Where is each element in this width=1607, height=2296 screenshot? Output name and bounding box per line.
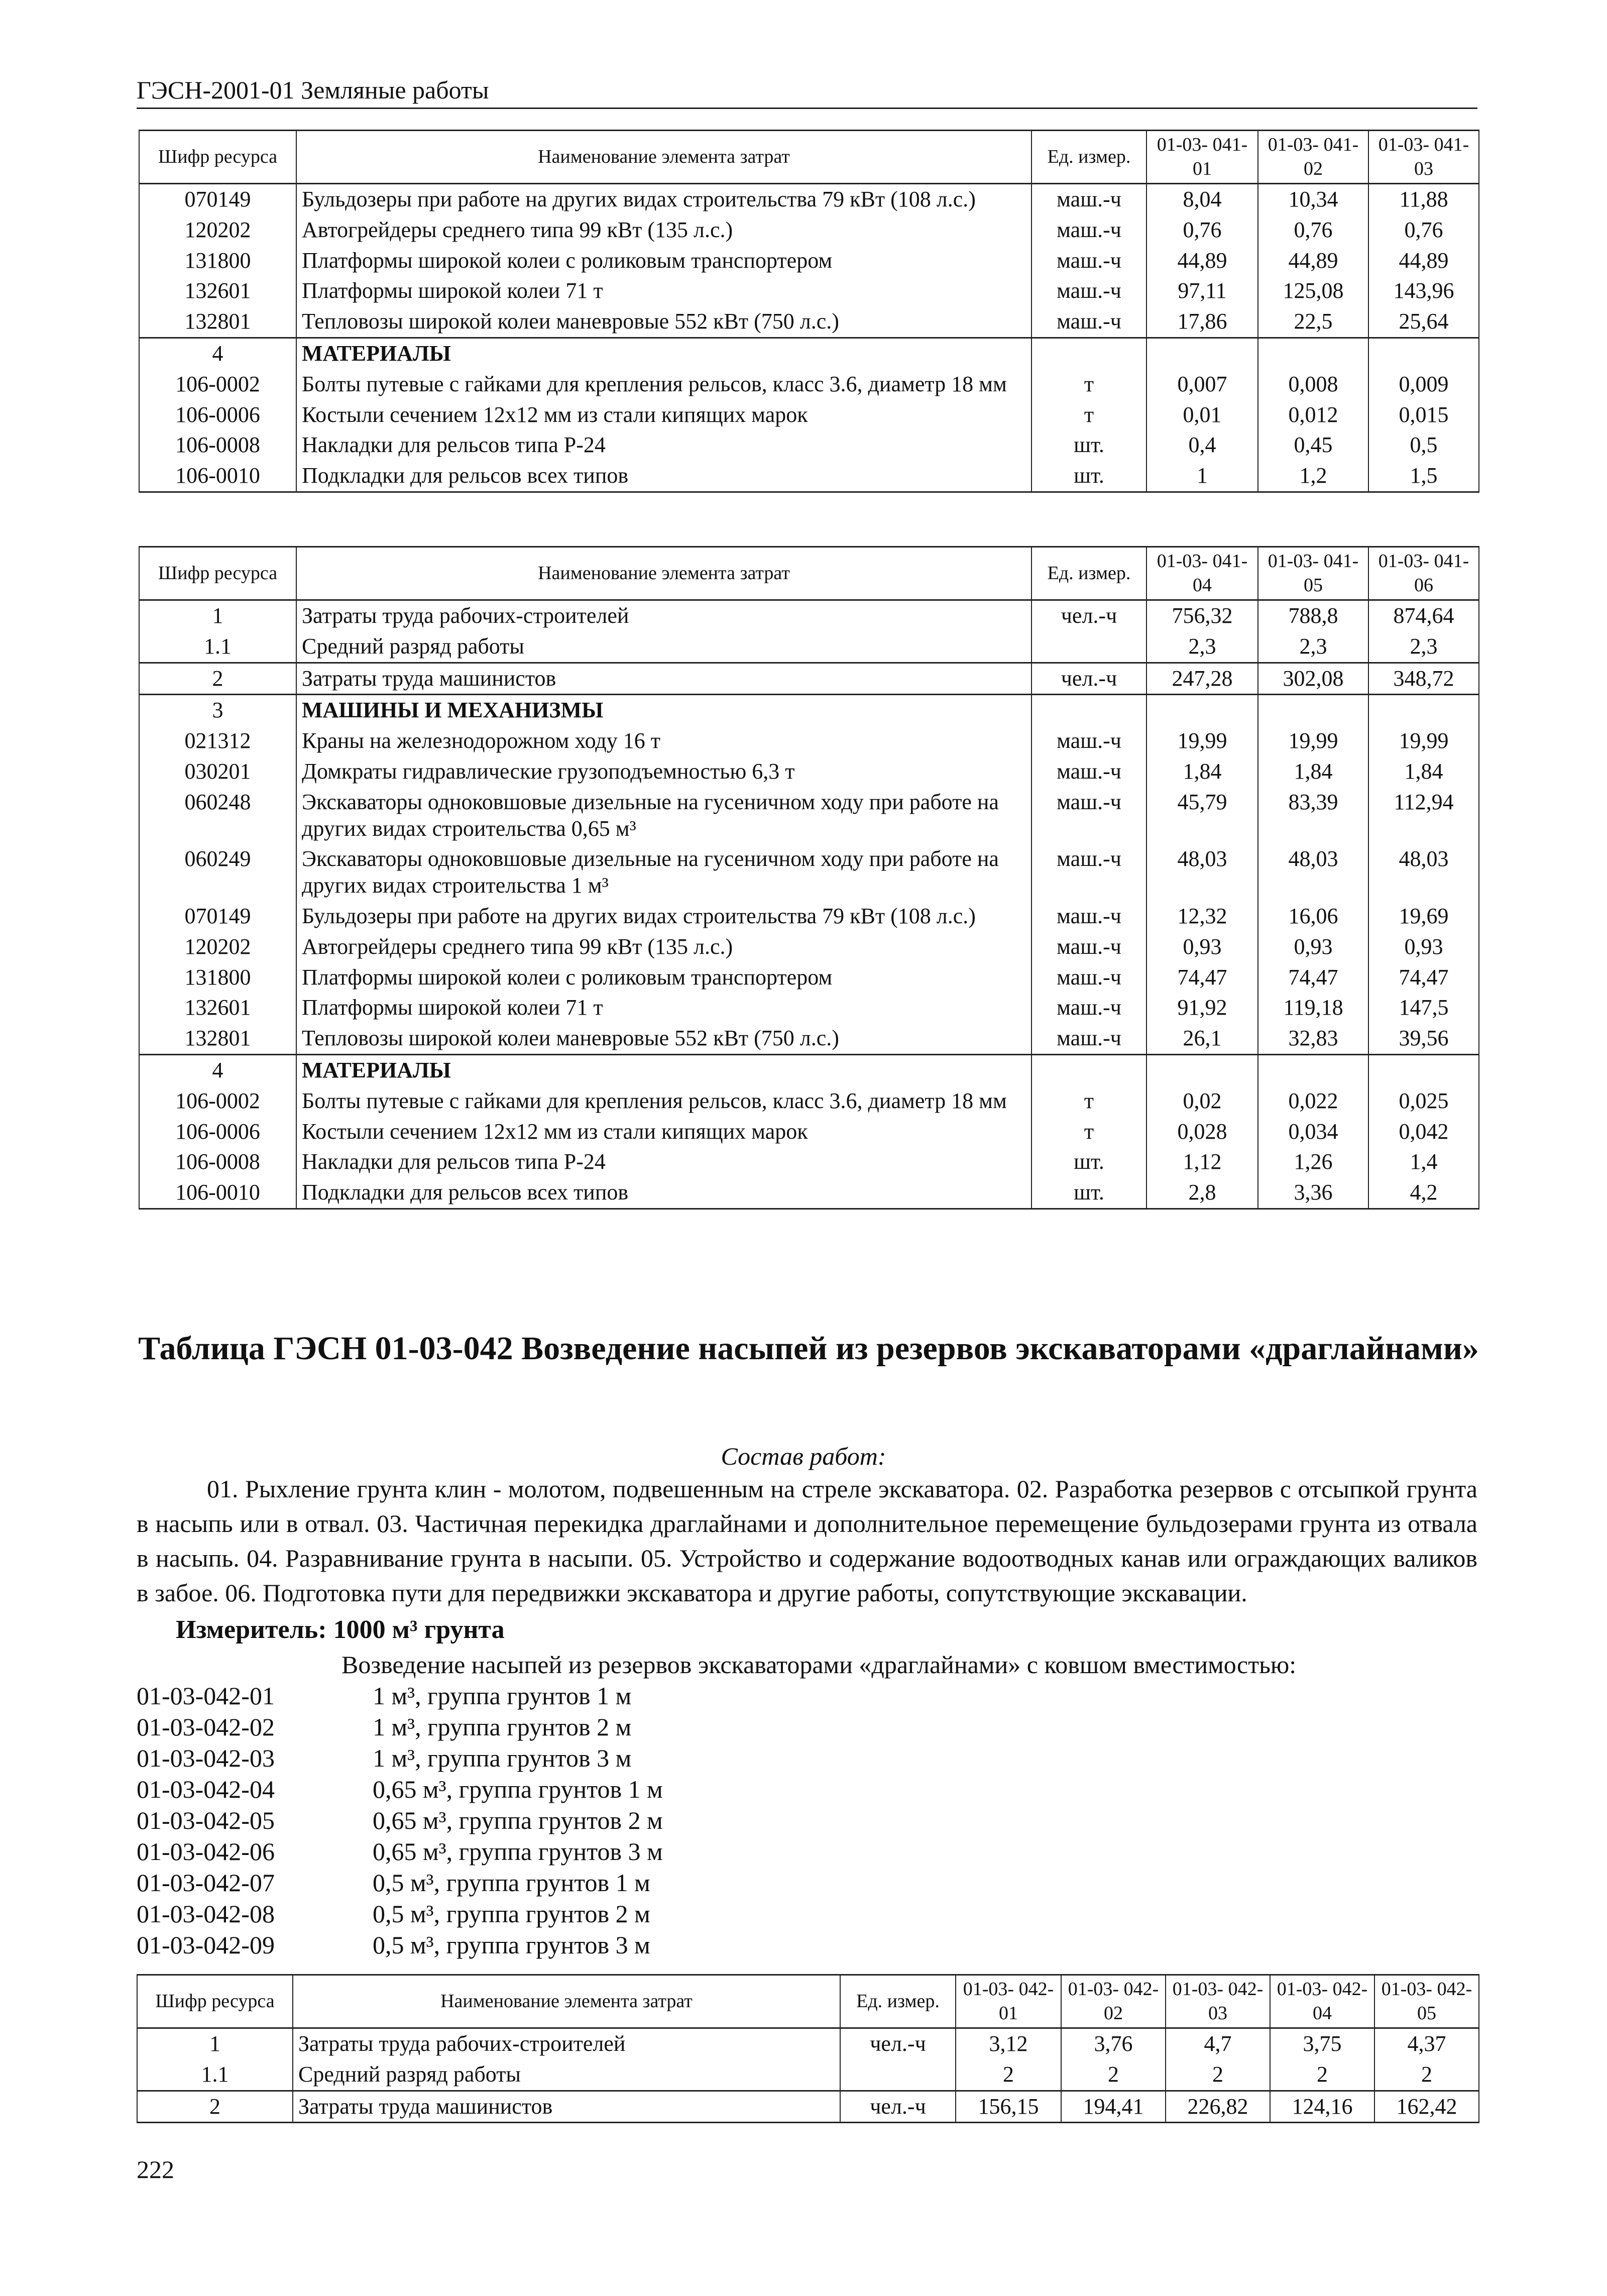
resource-row [139,461,1479,492]
value-cell [1258,338,1368,369]
value-cell: 0,012 [1258,400,1368,430]
value-cell: 2,8 [1146,1177,1258,1209]
value-cell: 1,84 [1368,756,1479,787]
norm-description: 0,5 м³, группа грунтов 3 м [373,1931,650,1959]
value-cell: 0,034 [1258,1117,1368,1147]
value-cell: 0,009 [1368,369,1479,400]
resource-name: Бульдозеры при работе на других видах строительства 79 кВт (108 л.с.) [296,901,1031,932]
resource-name: Экскаваторы одноковшовые дизельные на гусеничном ходу при работе на других видах строительства 1 м³ [296,844,1031,901]
value-cell [1146,695,1258,726]
resource-row [139,1086,1479,1117]
value-cell: 11,88 [1368,184,1479,215]
value-cell: 74,47 [1368,962,1479,993]
resource-name: Болты путевые с гайками для крепления рельсов, класс 3.6, диаметр 18 мм [296,369,1031,400]
value-cell: 25,64 [1368,306,1479,338]
value-cell [1146,1054,1258,1085]
resource-name: Платформы широкой колеи 71 т [296,993,1031,1023]
resource-name: Домкраты гидравлические грузоподъемностью 6,3 т [296,756,1031,787]
resource-code: 060248 [139,787,296,844]
value-cell: 19,99 [1258,726,1368,756]
resource-name: Костыли сечением 12x12 мм из стали кипящих марок [296,1117,1031,1147]
norm-column-header: 01-03- 041-02 [1258,131,1368,184]
value-cell: 0,008 [1258,369,1368,400]
resource-code: 132801 [139,306,296,338]
norm-column-header: 01-03- 042-05 [1374,1975,1479,2028]
value-cell: 226,82 [1166,2091,1270,2123]
value-cell: 1,2 [1258,461,1368,492]
resource-code: 2 [139,663,296,695]
resource-row [139,844,1479,901]
norm-code: 01-03-042-05 [137,1806,275,1834]
resource-name: Платформы широкой колеи с роликовым транспортером [296,246,1031,276]
norm-description: 0,5 м³, группа грунтов 2 м [373,1900,650,1928]
norm-code: 01-03-042-08 [137,1900,275,1928]
unit-cell: маш.-ч [1031,756,1146,787]
category-label: МАТЕРИАЛЫ [296,338,1031,369]
resource-name: Экскаваторы одноковшовые дизельные на гусеничном ходу при работе на других видах строительства 0,65 м³ [296,787,1031,844]
value-cell: 19,99 [1146,726,1258,756]
value-cell: 1,12 [1146,1147,1258,1177]
value-cell: 3,75 [1270,2028,1374,2059]
items-intro: Возведение насыпей из резервов экскаваторами «драглайнами» с ковшом вместимостью: [341,1651,1297,1679]
resource-row [139,276,1479,306]
value-cell: 1,26 [1258,1147,1368,1177]
norm-code-item [137,1929,663,1960]
value-cell: 0,45 [1258,430,1368,461]
norm-description: 0,5 м³, группа грунтов 1 м [373,1869,650,1897]
resource-name: Подкладки для рельсов всех типов [296,1177,1031,1209]
resource-name: Накладки для рельсов типа Р-24 [296,430,1031,461]
resource-row [139,369,1479,400]
value-cell: 74,47 [1258,962,1368,993]
norm-column-header: 01-03- 042-02 [1061,1975,1166,2028]
unit-cell: т [1031,1086,1146,1117]
value-cell: 2,3 [1146,631,1258,663]
resource-code: 132601 [139,276,296,306]
value-cell: 0,93 [1146,932,1258,962]
norm-code: 01-03-042-09 [137,1931,275,1959]
value-cell: 2 [1270,2059,1374,2091]
unit-header: Ед. измер. [1031,547,1146,600]
norm-code: 01-03-042-07 [137,1869,275,1897]
value-cell [1368,338,1479,369]
norm-column-header: 01-03- 041-06 [1368,547,1479,600]
value-cell: 874,64 [1368,600,1479,631]
unit-cell: маш.-ч [1031,184,1146,215]
resource-code: 106-0002 [139,369,296,400]
value-cell: 1,84 [1146,756,1258,787]
resource-name: Автогрейдеры среднего типа 99 кВт (135 л.с.) [296,932,1031,962]
norm-column-header: 01-03- 041-04 [1146,547,1258,600]
code-header: Шифр ресурса [139,547,296,600]
value-cell: 48,03 [1146,844,1258,901]
norm-description: 0,65 м³, группа грунтов 3 м [373,1837,663,1866]
norm-code-item [137,1898,663,1929]
value-cell: 44,89 [1146,246,1258,276]
unit-cell: маш.-ч [1031,1023,1146,1054]
category-row [139,695,1479,726]
resource-name: Бульдозеры при работе на других видах строительства 79 кВт (108 л.с.) [296,184,1031,215]
resource-code: 060249 [139,844,296,901]
resource-row [139,306,1479,338]
value-cell: 125,08 [1258,276,1368,306]
category-label: МАТЕРИАЛЫ [296,1054,1031,1085]
resource-row [139,1117,1479,1147]
resource-code: 4 [139,1054,296,1085]
value-cell: 0,76 [1258,215,1368,246]
resource-row [139,663,1479,695]
resource-row [139,430,1479,461]
resource-row [139,787,1479,844]
norm-code: 01-03-042-01 [137,1682,275,1710]
resource-row [139,400,1479,430]
norm-code-item [137,1711,663,1742]
unit-cell: т [1031,400,1146,430]
resource-table-041-01-03 [139,130,1479,493]
norm-column-header: 01-03- 042-03 [1166,1975,1270,2028]
norm-code: 01-03-042-04 [137,1775,275,1803]
unit-cell: маш.-ч [1031,787,1146,844]
norm-description: 1 м³, группа грунтов 1 м [373,1682,632,1710]
unit-cell [840,2059,956,2091]
resource-row [139,726,1479,756]
resource-code: 120202 [139,932,296,962]
value-cell: 3,76 [1061,2028,1166,2059]
resource-code: 106-0008 [139,1147,296,1177]
resource-table-041-04-06 [139,546,1479,1210]
unit-cell: маш.-ч [1031,726,1146,756]
norm-description: 1 м³, группа грунтов 3 м [373,1744,632,1772]
value-cell: 83,39 [1258,787,1368,844]
resource-row [139,600,1479,631]
unit-cell: шт. [1031,461,1146,492]
value-cell: 16,06 [1258,901,1368,932]
value-cell: 302,08 [1258,663,1368,695]
value-cell: 1 [1146,461,1258,492]
value-cell: 2 [1374,2059,1479,2091]
value-cell: 0,007 [1146,369,1258,400]
unit-cell: шт. [1031,430,1146,461]
value-cell: 0,93 [1258,932,1368,962]
section-title: Таблица ГЭСН 01-03-042 Возведение насыпей из резервов экскаваторами «драглайнами» [138,1330,1479,1367]
resource-code: 1.1 [137,2059,293,2091]
value-cell: 19,69 [1368,901,1479,932]
value-cell: 162,42 [1374,2091,1479,2123]
value-cell: 3,36 [1258,1177,1368,1209]
resource-code: 1 [137,2028,293,2059]
name-header: Наименование элемента затрат [296,547,1031,600]
value-cell: 3,12 [956,2028,1061,2059]
work-heading: Состав работ: [721,1442,886,1470]
unit-cell: маш.-ч [1031,962,1146,993]
resource-name: Средний разряд работы [293,2059,840,2091]
category-label: МАШИНЫ И МЕХАНИЗМЫ [296,695,1031,726]
resource-code: 106-0002 [139,1086,296,1117]
resource-code: 132801 [139,1023,296,1054]
value-cell: 119,18 [1258,993,1368,1023]
measure-unit: Измеритель: 1000 м³ грунта [176,1615,505,1644]
unit-header: Ед. измер. [840,1975,956,2028]
resource-code: 4 [139,338,296,369]
resource-row [137,2028,1479,2059]
resource-row [137,2091,1479,2123]
resource-row [139,184,1479,215]
value-cell: 348,72 [1368,663,1479,695]
resource-name: Подкладки для рельсов всех типов [296,461,1031,492]
value-cell: 143,96 [1368,276,1479,306]
running-header: ГЭСН-2001-01 Земляные работы [137,75,1477,109]
unit-cell: маш.-ч [1031,901,1146,932]
unit-cell [1031,631,1146,663]
resource-name: Краны на железнодорожном ходу 16 т [296,726,1031,756]
value-cell: 2 [1061,2059,1166,2091]
resource-row [139,631,1479,663]
norm-code-item [137,1774,663,1805]
value-cell [1146,338,1258,369]
resource-row [139,901,1479,932]
value-cell: 1,84 [1258,756,1368,787]
resource-name: Средний разряд работы [296,631,1031,663]
header-row [139,131,1479,184]
value-cell: 0,042 [1368,1117,1479,1147]
norm-code-item [137,1742,663,1774]
value-cell: 0,02 [1146,1086,1258,1117]
resource-code: 070149 [139,184,296,215]
value-cell: 788,8 [1258,600,1368,631]
resource-code: 106-0006 [139,400,296,430]
value-cell: 194,41 [1061,2091,1166,2123]
resource-code: 1 [139,600,296,631]
norm-column-header: 01-03- 042-04 [1270,1975,1374,2028]
value-cell: 2 [956,2059,1061,2091]
unit-cell [1031,1054,1146,1085]
category-row [139,1054,1479,1085]
resource-row [137,2059,1479,2091]
resource-name: Тепловозы широкой колеи маневровые 552 кВт (750 л.с.) [296,1023,1031,1054]
norm-code-list [137,1680,663,1960]
resource-code: 120202 [139,215,296,246]
unit-cell: маш.-ч [1031,993,1146,1023]
norm-code-item [137,1680,663,1711]
resource-code: 030201 [139,756,296,787]
unit-cell: т [1031,1117,1146,1147]
value-cell: 8,04 [1146,184,1258,215]
value-cell: 32,83 [1258,1023,1368,1054]
value-cell: 0,76 [1368,215,1479,246]
norm-code: 01-03-042-02 [137,1713,275,1741]
resource-name: Затраты труда рабочих-строителей [296,600,1031,631]
resource-row [139,1147,1479,1177]
value-cell: 0,76 [1146,215,1258,246]
value-cell: 12,32 [1146,901,1258,932]
unit-cell: маш.-ч [1031,215,1146,246]
value-cell: 156,15 [956,2091,1061,2123]
unit-cell: шт. [1031,1147,1146,1177]
value-cell: 112,94 [1368,787,1479,844]
value-cell: 2,3 [1368,631,1479,663]
value-cell: 74,47 [1146,962,1258,993]
norm-code-item [137,1836,663,1867]
resource-code: 3 [139,695,296,726]
value-cell: 247,28 [1146,663,1258,695]
name-header: Наименование элемента затрат [293,1975,840,2028]
resource-row [139,246,1479,276]
value-cell: 45,79 [1146,787,1258,844]
resource-code: 021312 [139,726,296,756]
header-row [137,1975,1479,2028]
value-cell: 0,01 [1146,400,1258,430]
resource-code: 106-0006 [139,1117,296,1147]
value-cell: 17,86 [1146,306,1258,338]
unit-cell: шт. [1031,1177,1146,1209]
resource-name: Платформы широкой колеи с роликовым транспортером [296,962,1031,993]
value-cell: 0,93 [1368,932,1479,962]
norm-description: 0,65 м³, группа грунтов 2 м [373,1806,663,1834]
category-row [139,338,1479,369]
value-cell: 44,89 [1258,246,1368,276]
value-cell: 97,11 [1146,276,1258,306]
norm-description: 0,65 м³, группа грунтов 1 м [373,1775,663,1803]
resource-code: 131800 [139,246,296,276]
value-cell: 1,4 [1368,1147,1479,1177]
value-cell [1258,1054,1368,1085]
header-row [139,547,1479,600]
resource-name: Автогрейдеры среднего типа 99 кВт (135 л.с.) [296,215,1031,246]
resource-code: 132601 [139,993,296,1023]
resource-name: Затраты труда машинистов [296,663,1031,695]
unit-cell: чел.-ч [840,2028,956,2059]
unit-cell: т [1031,369,1146,400]
value-cell: 48,03 [1258,844,1368,901]
unit-cell [1031,338,1146,369]
value-cell: 22,5 [1258,306,1368,338]
resource-name: Тепловозы широкой колеи маневровые 552 кВт (750 л.с.) [296,306,1031,338]
value-cell [1258,695,1368,726]
value-cell: 91,92 [1146,993,1258,1023]
norm-column-header: 01-03- 041-05 [1258,547,1368,600]
resource-code: 106-0008 [139,430,296,461]
resource-row [139,993,1479,1023]
value-cell: 0,028 [1146,1117,1258,1147]
value-cell: 147,5 [1368,993,1479,1023]
value-cell: 4,2 [1368,1177,1479,1209]
unit-cell: маш.-ч [1031,246,1146,276]
value-cell: 4,37 [1374,2028,1479,2059]
resource-code: 070149 [139,901,296,932]
resource-name: Платформы широкой колеи 71 т [296,276,1031,306]
norm-column-header: 01-03- 041-01 [1146,131,1258,184]
resource-name: Болты путевые с гайками для крепления рельсов, класс 3.6, диаметр 18 мм [296,1086,1031,1117]
resource-name: Затраты труда рабочих-строителей [293,2028,840,2059]
value-cell: 39,56 [1368,1023,1479,1054]
value-cell: 10,34 [1258,184,1368,215]
value-cell [1368,695,1479,726]
value-cell: 48,03 [1368,844,1479,901]
norm-column-header: 01-03- 041-03 [1368,131,1479,184]
value-cell: 2 [1166,2059,1270,2091]
value-cell: 44,89 [1368,246,1479,276]
code-header: Шифр ресурса [139,131,296,184]
value-cell: 0,025 [1368,1086,1479,1117]
resource-code: 1.1 [139,631,296,663]
norm-description: 1 м³, группа грунтов 2 м [373,1713,632,1741]
resource-table-042-01-05 [137,1974,1479,2123]
work-description: 01. Рыхление грунта клин - молотом, подвешенным на стреле экскаватора. 02. Разработка резервов с отсыпкой грунта в насыпь или в отвал. 03. Частичная перекидка драглайнами и дополнительное перемещение бульдозерами грунта из отвала в насыпь. 04. Разравнивание грунта в насыпи. 05. Устройство и содержание водоотводных канав или ограждающих валиков в забое. 06. Подготовка пути для передвижки экскаватора и другие работы, сопутствующие экскавации. [137,1475,1477,1607]
resource-code: 131800 [139,962,296,993]
value-cell: 124,16 [1270,2091,1374,2123]
resource-row [139,215,1479,246]
resource-name: Костыли сечением 12x12 мм из стали кипящих марок [296,400,1031,430]
value-cell [1368,1054,1479,1085]
unit-cell: чел.-ч [1031,663,1146,695]
value-cell: 756,32 [1146,600,1258,631]
resource-name: Накладки для рельсов типа Р-24 [296,1147,1031,1177]
unit-cell: маш.-ч [1031,276,1146,306]
value-cell: 1,5 [1368,461,1479,492]
unit-cell: чел.-ч [1031,600,1146,631]
resource-code: 2 [137,2091,293,2123]
value-cell: 0,4 [1146,430,1258,461]
name-header: Наименование элемента затрат [296,131,1031,184]
value-cell: 2,3 [1258,631,1368,663]
unit-cell [1031,695,1146,726]
value-cell: 4,7 [1166,2028,1270,2059]
resource-row [139,962,1479,993]
unit-cell: маш.-ч [1031,844,1146,901]
resource-code: 106-0010 [139,1177,296,1209]
value-cell: 0,015 [1368,400,1479,430]
value-cell: 19,99 [1368,726,1479,756]
unit-cell: маш.-ч [1031,306,1146,338]
resource-row [139,932,1479,962]
code-header: Шифр ресурса [137,1975,293,2028]
norm-code-item [137,1805,663,1836]
resource-name: Затраты труда машинистов [293,2091,840,2123]
norm-code: 01-03-042-06 [137,1837,275,1866]
unit-cell: маш.-ч [1031,932,1146,962]
value-cell: 0,022 [1258,1086,1368,1117]
unit-cell: чел.-ч [840,2091,956,2123]
resource-code: 106-0010 [139,461,296,492]
resource-row [139,756,1479,787]
norm-column-header: 01-03- 042-01 [956,1975,1061,2028]
norm-code-item [137,1867,663,1898]
unit-header: Ед. измер. [1031,131,1146,184]
norm-code: 01-03-042-03 [137,1744,275,1772]
resource-row [139,1177,1479,1209]
value-cell: 0,5 [1368,430,1479,461]
value-cell: 26,1 [1146,1023,1258,1054]
resource-row [139,1023,1479,1054]
page-number: 222 [137,2155,174,2183]
